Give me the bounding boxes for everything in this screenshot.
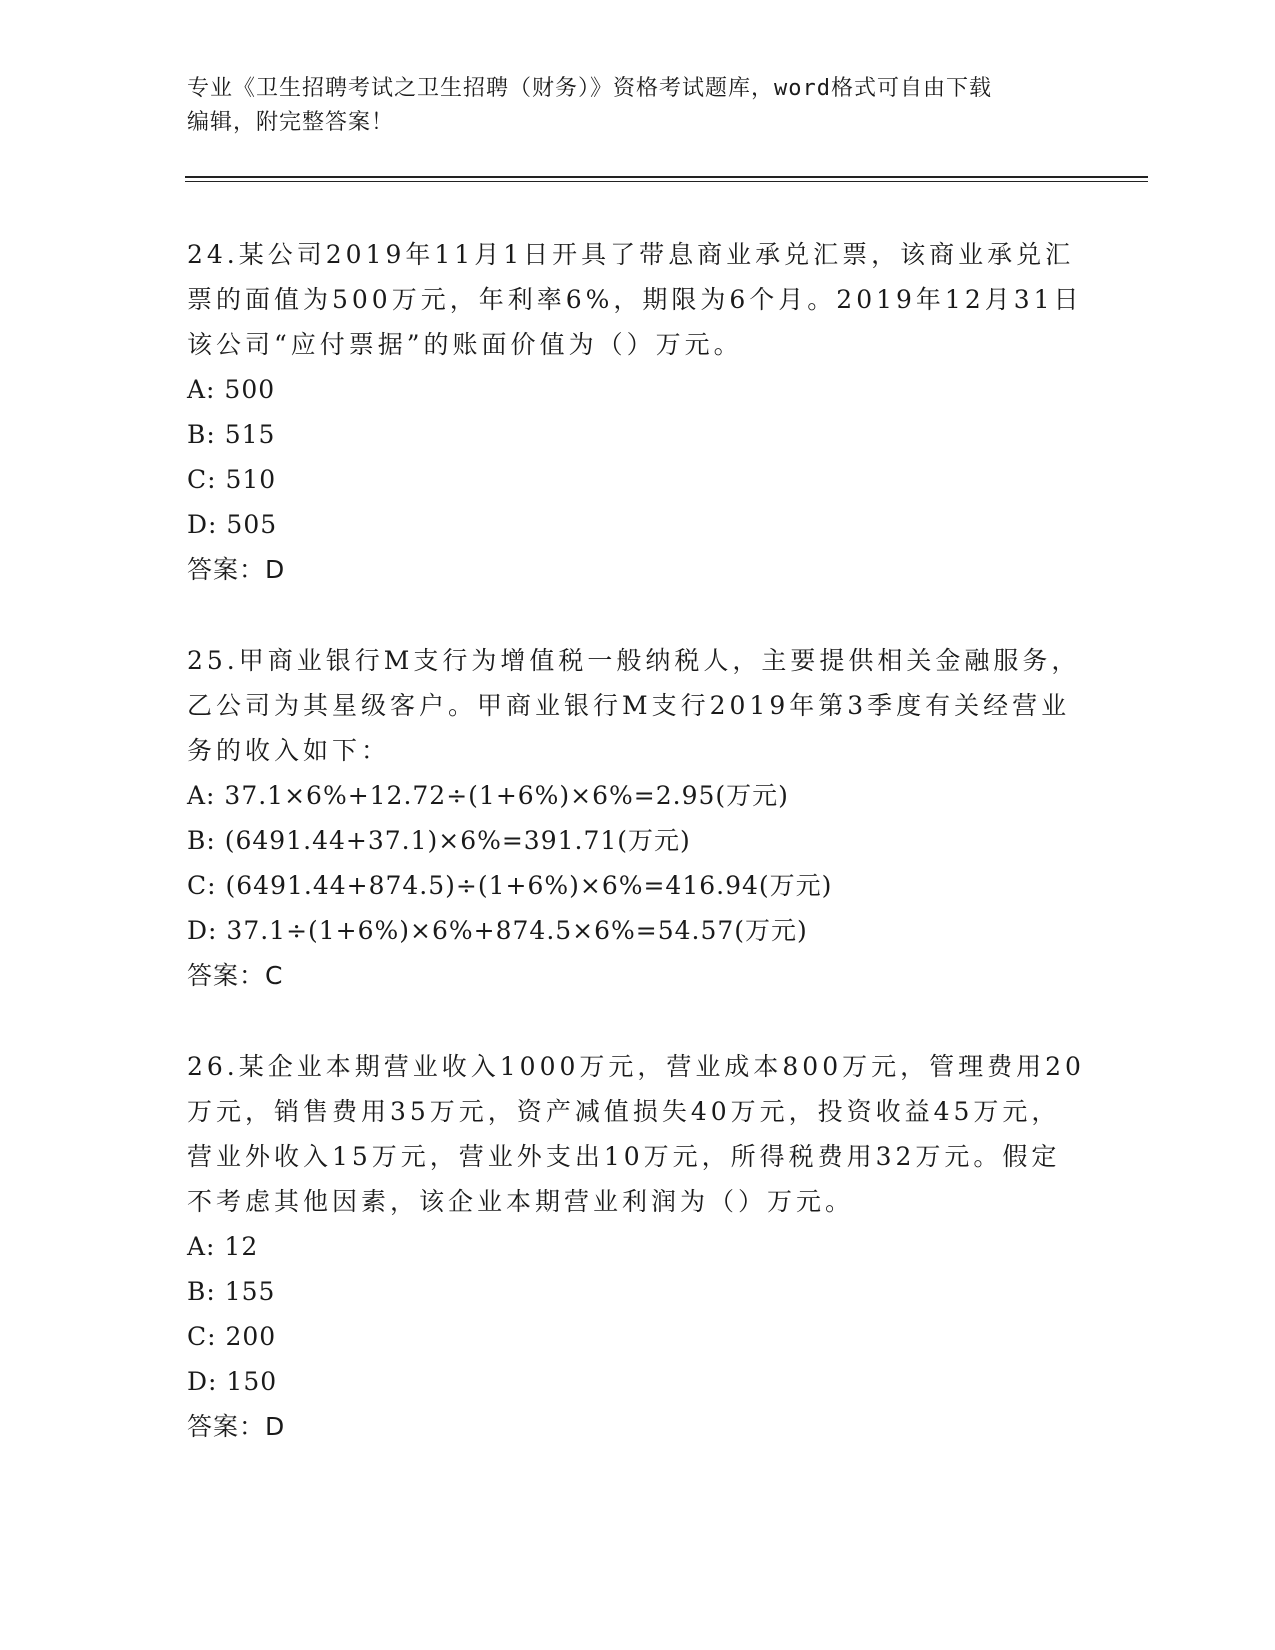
option-d: D: 505 [187, 510, 278, 539]
question-stem: 25.甲商业银行M支行为增值税一般纳税人，主要提供相关金融服务，乙公司为其星级客户。甲商业银行M支行2019年第3季度有关经营业务的收入如下： [187, 646, 1081, 765]
header-line-1: 专业《卫生招聘考试之卫生招聘（财务）》资格考试题库，word格式可自由下载 [187, 76, 992, 101]
header-divider-thick [185, 176, 1148, 178]
option-c: C: 200 [187, 1322, 277, 1351]
answer-line: 答案：D [187, 1412, 286, 1441]
option-c: C: 510 [187, 465, 277, 494]
header-divider-thin [185, 181, 1148, 182]
option-b: B: (6491.44+37.1)×6%=391.71(万元) [187, 826, 691, 855]
question-25 [187, 638, 1087, 998]
option-c: C: (6491.44+874.5)÷(1+6%)×6%=416.94(万元) [187, 871, 833, 900]
header-line-2: 编辑，附完整答案！ [187, 110, 395, 135]
option-a: A: 12 [187, 1232, 259, 1261]
question-list [187, 232, 1087, 1495]
document-header [187, 72, 1087, 140]
option-a: A: 37.1×6%+12.72÷(1+6%)×6%=2.95(万元) [187, 781, 789, 810]
option-b: B: 155 [187, 1277, 276, 1306]
question-stem: 24.某公司2019年11月1日开具了带息商业承兑汇票，该商业承兑汇票的面值为500万元，年利率6%，期限为6个月。2019年12月31日该公司“应付票据”的账面价值为（）万元。 [187, 240, 1083, 359]
question-24 [187, 232, 1087, 592]
option-a: A: 500 [187, 375, 276, 404]
option-d: D: 37.1÷(1+6%)×6%+874.5×6%=54.57(万元) [187, 916, 808, 945]
question-stem: 26.某企业本期营业收入1000万元，营业成本800万元，管理费用20万元，销售费用35万元，资产减值损失40万元，投资收益45万元，营业外收入15万元，营业外支出10万元，所得税费用32万元。假定不考虑其他因素，该企业本期营业利润为（）万元。 [187, 1052, 1085, 1216]
answer-line: 答案：C [187, 961, 284, 990]
option-b: B: 515 [187, 420, 276, 449]
option-d: D: 150 [187, 1367, 278, 1396]
question-26 [187, 1044, 1087, 1449]
answer-line: 答案：D [187, 555, 286, 584]
